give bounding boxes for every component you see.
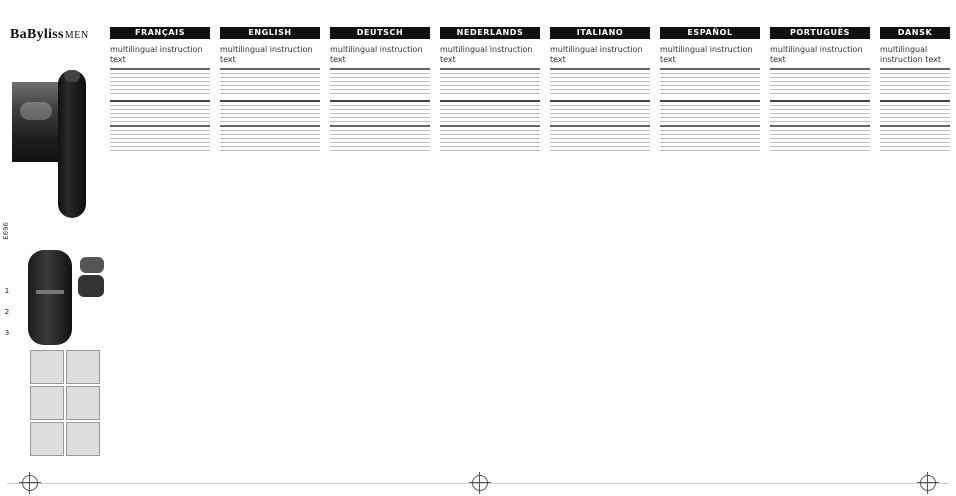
trimmer-head — [64, 70, 80, 82]
usage-image — [30, 350, 64, 384]
body-text: multilingual instruction text — [110, 45, 203, 64]
usage-image — [66, 422, 100, 456]
side-tag: E696 — [2, 222, 10, 240]
trimmer-diagram — [20, 245, 110, 345]
diagram-ring — [36, 290, 64, 294]
body-text: multilingual instruction text — [880, 45, 942, 64]
column-italiano — [550, 27, 650, 483]
column-body — [110, 45, 210, 151]
language-header: NEDERLANDS — [440, 27, 540, 39]
column-body — [550, 45, 650, 151]
brand-sub: MEN — [64, 30, 89, 41]
diagram-number-1: 1 — [4, 287, 10, 295]
diagram-number-3: 3 — [4, 329, 10, 337]
language-header: PORTUGUÊS — [770, 27, 870, 39]
diagram-comb — [80, 257, 104, 273]
trimmer-image — [58, 70, 86, 218]
column-portugues — [770, 27, 870, 483]
usage-image — [66, 386, 100, 420]
usage-image — [66, 350, 100, 384]
column-body — [880, 45, 950, 151]
column-deutsch — [330, 27, 430, 483]
column-dansk — [880, 27, 950, 483]
language-header: FRANÇAIS — [110, 27, 210, 39]
body-text: multilingual instruction text — [660, 45, 753, 64]
diagram-number-2: 2 — [4, 308, 10, 316]
body-text: multilingual instruction text — [220, 45, 313, 64]
language-header: DEUTSCH — [330, 27, 430, 39]
registration-mark — [920, 475, 936, 491]
column-body — [220, 45, 320, 151]
body-text: multilingual instruction text — [550, 45, 643, 64]
product-photo — [12, 82, 62, 162]
body-text: multilingual instruction text — [770, 45, 863, 64]
diagram-tool — [28, 250, 72, 345]
registration-mark — [22, 475, 38, 491]
language-header: ESPAÑOL — [660, 27, 760, 39]
brand-name: BaByliss — [10, 27, 64, 42]
usage-image — [30, 386, 64, 420]
language-header: ENGLISH — [220, 27, 320, 39]
column-body — [330, 45, 430, 151]
column-body — [660, 45, 760, 151]
language-header: ITALIANO — [550, 27, 650, 39]
usage-illustrations — [30, 350, 100, 460]
language-header: DANSK — [880, 27, 950, 39]
brand-logo — [10, 27, 89, 43]
registration-mark — [472, 475, 488, 491]
column-francais — [110, 27, 210, 483]
column-body — [770, 45, 870, 151]
column-nederlands — [440, 27, 540, 483]
body-text: multilingual instruction text — [440, 45, 533, 64]
column-body — [440, 45, 540, 151]
usage-image — [30, 422, 64, 456]
column-espanol — [660, 27, 760, 483]
body-text: multilingual instruction text — [330, 45, 423, 64]
column-english — [220, 27, 320, 483]
